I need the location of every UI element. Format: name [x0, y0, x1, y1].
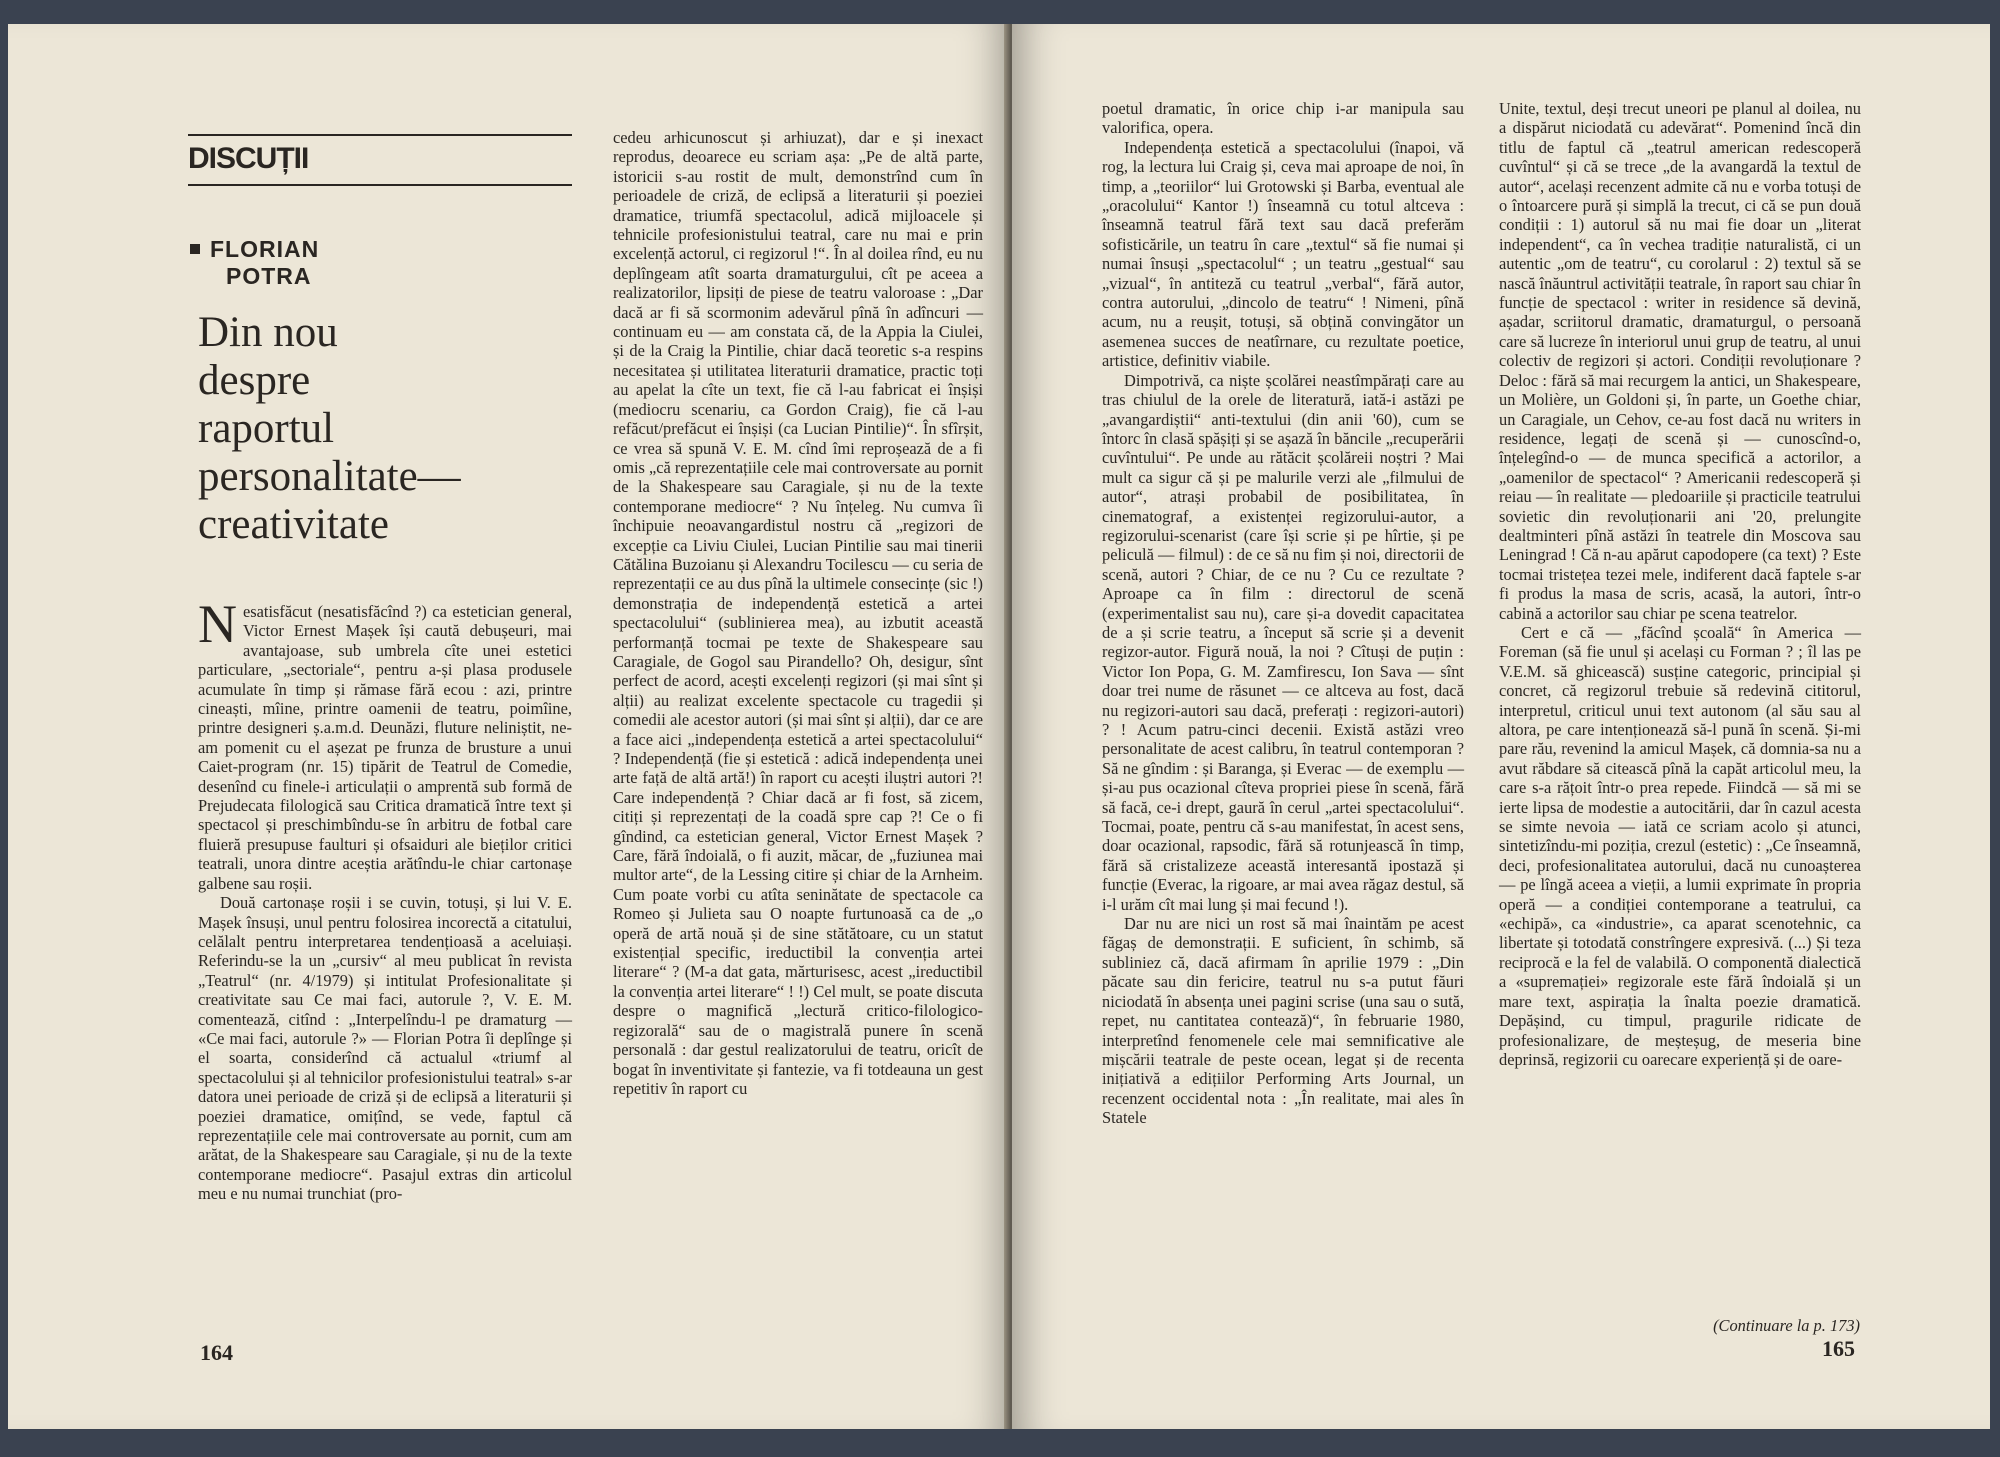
author-last-name: POTRA	[226, 263, 312, 289]
title-line: despre	[198, 357, 311, 404]
section-rule-bottom	[188, 184, 572, 186]
title-line: Din nou	[198, 309, 338, 356]
paragraph: Unite, textul, deși trecut uneori pe planul al doilea, nu a dispărut niciodată cu adevărat“. Pomenind încă din titlu de faptul că „teatrul american redescoperă cuvîntul“ și că se trece „de la avangardă la textul de autor“, același recenzent admite că nu e vorba totuși de o întoarcere pură și simplă la trecut, ci că se pun două condiții : 1) autorul să nu mai fie doar un „literat independent“, ca în vechea tradiție naturalistă, ci un autentic „om de teatru“, cu corolarul : 2) textul să se nască înăuntrul activității teatrale, în raport sau chiar în funcție de spectacol : writer in residence să devină, așadar, scriitorul dramatic, dramaturgul, o persoană care să lucreze în interiorul unui grup de teatru, al unui colectiv de regizori și actori. Condiții revoluționare ? Deloc : fără să mai recurgem la antici, un Shakespeare, un Molière, un Goldoni și, în parte, un Goethe chiar, un Caragiale, un Cehov, ce-au fost dacă nu writers in residence, legați de scenă și — cunoscînd-o, înțelegînd-o — de munca specifică a actorilor, a „oamenilor de spectacol“ ? Americanii redescoperă și reiau — în realitate — pledoariile și practicile teatrului sovietic din revoluționarii ani '20, prelungite dealtminteri pînă astăzi în teatrele din Moscova sau Leningrad ! Că n-au apărut capodopere (ca text) ? Este tocmai tristețea tezei mele, indiferent dacă faptele s-ar fi produs la masa de scris, acasă, la autori, într-o cabină a actorilor sau chiar pe scena teatrelor.	[1499, 99, 1861, 623]
section-label: DISCUȚII	[188, 142, 309, 175]
title-line: raportul	[198, 405, 335, 452]
paragraph: Dimpotrivă, ca niște școlărei neastîmpărați care au tras chiulul de la orele de literatură, iată-i astăzi pe „avangardiștii“ anti-textului (din anii '60), cum se întorc în clasă spășiți și se așază în băncile „recuperării cuvîntului“. Pe unde au rătăcit școlăreii noștri ? Mai mult ca sigur că și pe malurile verzi ale „filmului de autor“, atrași probabil de posibilitatea, în cinematograf, a existenței regizorului-autor, a regizorului-scenarist (care își scrie și pe hîrtie, și pe peliculă — filmul) : de ce să nu fim și noi, directorii de scenă, autori ? Chiar, de ce nu ? Cu ce rezultate ? Aproape ca în film : directorul de scenă (experimentalist sau nu), care și-a dovedit capacitatea de a și scrie teatru, a început să scrie și a devenit regizor-autor. Figură nouă, la noi ? Cîtuși de puțin : Victor Ion Popa, G. M. Zamfirescu, Ion Sava — sînt doar trei nume de răsunet — ce altceva au fost, dacă nu regizori-autori sau dacă, preferați : regizori-autori) ? ! Acum patru-cinci decenii. Există astăzi vreo personalitate de acest calibru, în teatrul contemporan ? Să ne gîndim : și Baranga, și Everac — de exemplu — și-au pus ocazional cîteva propriei piese în scenă, fără să facă, ce-i drept, gaură în cerul „artei spectacolului“. Tocmai, poate, pentru că s-au manifestat, în acest sens, doar ocazional, rapsodic, fără să rotunjească în timp, fără să cristalizeze această interesantă ipostază și funcție (Everac, la rigoare, ar mai avea răgaz destul, să i-l urăm cît mai lung și mai fecund !).	[1102, 370, 1464, 914]
left-page	[8, 24, 1010, 1429]
paragraph: Două cartonașe roșii i se cuvin, totuși, și lui V. E. Mașek însuși, unul pentru folosirea incorectă a citatului, celălalt pentru interpretarea tendențioasă a aceluiași. Referindu-se la un „cursiv“ al meu publicat în revista „Teatrul“ (nr. 4/1979) și intitulat Profesionalitate și creativitate sau Ce mai faci, autorule ?, V. E. M. comentează, citînd : „Interpelîndu-l pe dramaturg — «Ce mai faci, autorule ?» — Florian Potra îi deplînge și el soarta, considerînd că actualul «triumf al spectacolului și al tehnicilor profesionistului teatral» s-ar datora unei perioade de criză și de eclipsă a literaturii și poeziei dramatice, omițînd, se vede, faptul că reprezentațiile cele mai controversate au pornit, cum am arătat, de la Shakespeare sau Caragiale, și nu de la texte contemporane mediocre“. Pasajul extras din articolul meu e nu numai trunchiat (pro-	[198, 893, 572, 1204]
paragraph: Dar nu are nici un rost să mai înaintăm pe acest făgaș de demonstrații. E suficient, în schimb, să subliniez că, dacă afirmam în aprilie 1979 : „Din păcate sau din fericire, teatrul nu s-a putut făuri niciodată în absența unei pagini scrise (una sau o sută, repet, nu cantitatea contează)“, în februarie 1980, interpretînd fenomenele cele mai semnificative ale mișcării teatrale de peste ocean, legat și de recenta inițiativă a edițiilor Performing Arts Journal, un recenzent occidental nota : „În realitate, mai ales în Statele	[1102, 914, 1464, 1128]
paragraph: Cert e că — „făcînd școală“ în America — Foreman (să fie unul și același cu Forman ? ; îl las pe V.E.M. să ghicească) susține categoric, principial și concret, că regizorul trebuie să redevină cititorul, interpretul, criticul unui text autonom (al său sau al altora, pe care intenționează să-l pună în scenă. Și-mi pare rău, revenind la amicul Mașek, că domnia-sa nu a avut răbdare să citească pînă la capăt articolul meu, la care s-a rățoit într-o prea repede. Fiindcă — să mi se ierte lipsa de modestie a autocitării, dar în cazul acesta se simte nevoia — iată ce scriam acolo și atunci, sintetizîndu-mi poziția, crezul (estetic) : „Ce înseamnă, deci, profesionalitatea autorului, dacă nu cunoașterea — pe lîngă aceea a vieții, a lumii exprimate în propria operă — a condiției contemporane a teatrului, ca «echipă», ca «industrie», ca aparat scenotehnic, ca libertate și totodată constrîngere expresivă. (...) Și teza reciprocă e la fel de valabilă. O componentă dialectică a «supremației» regizorale este fără îndoială și un mare text, aspirația la înalta poezie dramatică. Depășind, cu timpul, pragurile ridicate de profesionalizare, de meșteșug, de meseria bine deprinsă, regizorii cu oarecare experiență și de oare-	[1499, 622, 1861, 1069]
column-3	[1102, 99, 1464, 1128]
page-number: 164	[200, 1340, 233, 1365]
paragraph: cedeu arhicunoscut și arhiuzat), dar e și inexact reprodus, deoarece eu scriam așa: „Pe de altă parte, istoricii s-au rostit de mult, demonstrînd cum în perioadele de criză, de eclipsă a literaturii și poeziei dramatice, triumfă spectacolul, adică mijloacele și tehnicile profesionistului teatral, care nu mai e prin excelență actorul, ci regizorul !“. În al doilea rînd, eu nu deplîngeam atît soarta dramaturgului, cît pe aceea a realizatorilor, lipsiți de piese de teatru valoroase : „Dar dacă ar fi să scormonim adevărul pînă în adîncuri — continuam eu — am constata că, de la Appia la Ciulei, și de la Craig la Pintilie, chiar dacă teoretic s-a respins necesitatea și utilitatea literaturii dramatice, practic toți au apelat la cîte un text, fie că l-au fabricat ei înșiși (mediocru scenariu, ca Gordon Craig), fie că l-au refăcut/prefăcut ei înșiși (ca Lucian Pintilie)“. În sfîrșit, ce vrea să spună V. E. M. cînd îmi reproșează de a fi omis „că reprezentațiile cele mai controversate au pornit de la Shakespeare sau Caragiale, și nu de la texte contemporane mediocre“ ? Nu înțeleg. Nu cumva îi închipuie neoavangardistul nostru că „regizori de excepție ca Liviu Ciulei, Lucian Pintilie sau mai tinerii Cătălina Buzoianu și Alexandru Tocilescu — cu seria de reprezentații ce au dus pînă la ultimele consecințe (sic !) demonstrația de independență estetică a artei spectacolului“ (sublinierea mea), au izbutit această performanță tocmai pe texte de Shakespeare sau Caragiale, de Gogol sau Pirandello? Oh, desigur, sînt perfect de acord, acești excelenți regizori (și mai sînt și alții) au realizat excelente spectacole cu tragedii și comedii ale acestor autori (și mai sînt și alții), dar ce are a face aici „independența estetică a artei spectacolului“ ? Independență (fie și estetică : adică independența unei arte față de altă artă!) în raport cu acești iluștri autori ?! Care independență ? Chiar dacă ar fi fost, să zicem, citiți și reprezentați de la coadă spre cap ?! Ce o fi gîndind, ca estetician general, Victor Ernest Mașek ? Care, fără îndoială, o fi auzit, măcar, de „fuziunea mai multor arte“, de la Lessing citire și chiar de la Arnheim. Cum poate vorbi cu atîta seninătate de spectacole ca Romeo și Julieta sau O noapte furtunoasă ca de „o operă de artă nouă și de sine stătătoare, cu un statut existențial specific, ireductibil la convenția artei literare“ ? (M-a dat gata, mărturisesc, acest „ireductibil la convenția artei literare“ ! !) Cel mult, se poate discuta despre o magnifică „lectură critico-filologico-regizorală“ sau de o magistrală punere în scenă personală : dar gestul realizatorului de teatru, oricît de bogat în inventivitate și fantezie, va fi totdeauna un gest repetitiv în raport cu	[613, 128, 983, 1098]
continuation-note: (Continuare la p. 173)	[1713, 1316, 1860, 1335]
article-title	[198, 309, 461, 549]
title-line: personalitate—	[198, 453, 461, 500]
paragraph: Nesatisfăcut (nesatisfăcînd ?) ca estetician general, Victor Ernest Mașek își caută debușeuri, mai avantajoase, sub umbrela cîte unei estetici particulare, „sectoriale“, pentru a-și plasa produsele acumulate în timp și rămase fără ecou : azi, printre cineaști, mîine, printre oamenii de teatru, poimîine, printre designeri ș.a.m.d. Deunăzi, fluture neliniștit, ne-am pomenit cu el așezat pe frunza de brusture a unui Caiet-program (nr. 15) tipărit de Teatrul de Comedie, desenînd cu finele-i articulații o amprentă sub formă de Prejudecata filologică sau Critica dramatică între text și spectacol și preschimbîndu-se în arbitru de fotbal care fluieră presupuse faulturi și ofsaiduri ale bieților critici teatrali, unora dintre aceștia arătîndu-le chiar cartonașe galbene sau roșii.	[198, 594, 572, 893]
paragraph: poetul dramatic, în orice chip i-ar manipula sau valorifica, opera.	[1102, 99, 1464, 138]
paragraph: Independența estetică a spectacolului (înapoi, vă rog, la lectura lui Craig și, ceva mai aproape de noi, în timp, a „teoriilor“ lui Grotowski și Barba, eventual ale „oracolului“ Kantor !) înseamnă cu totul altceva : înseamnă teatrul fără text sau dacă preferăm sofisticările, un teatru în care „textul“ să fie numai și numai însuși „spectacolul“ ; un teatru „gestual“ sau „vizual“, în antiteză cu teatrul „verbal“, fără autor, contra autorului, „dincolo de teatru“ ! Nimeni, pînă acum, nu a reușit, totuși, să obțină convingător un asemenea succes de neatîrnare, cu rezultate poetice, artistice, definitiv viabile.	[1102, 137, 1464, 371]
section-rule-top	[188, 134, 572, 136]
author-first-name: FLORIAN	[210, 236, 320, 262]
page-number: 165	[1822, 1336, 1855, 1361]
column-4	[1499, 99, 1861, 1069]
column-1	[198, 594, 572, 1204]
right-page	[1012, 24, 1990, 1429]
author-name	[190, 236, 319, 290]
column-2	[613, 128, 983, 1098]
title-line: creativitate	[198, 501, 389, 548]
bullet-icon	[190, 244, 200, 254]
drop-cap: N	[198, 594, 237, 654]
